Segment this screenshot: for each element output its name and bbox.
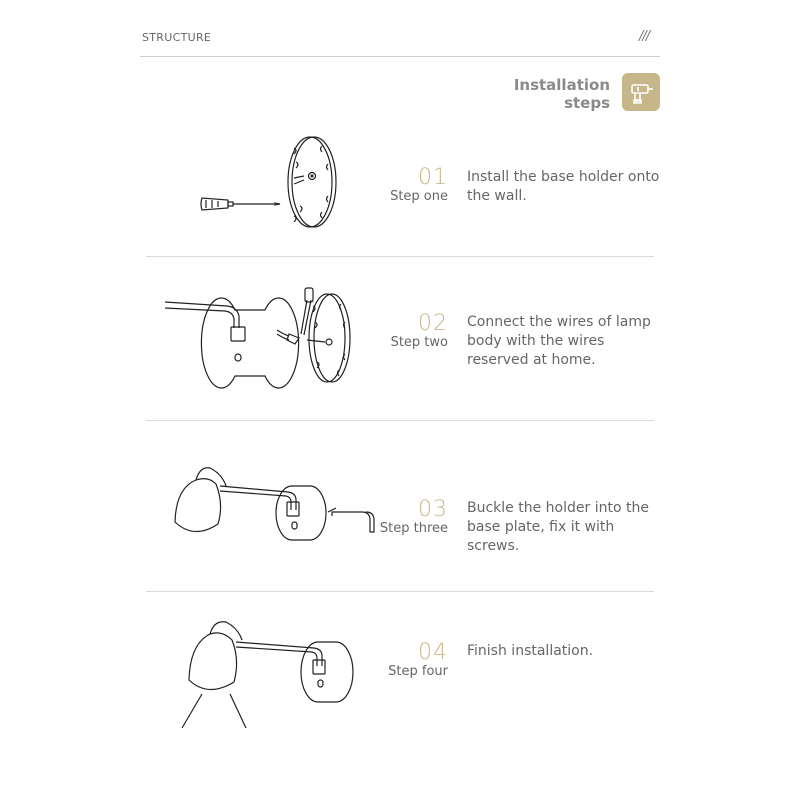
- lamp-arm-icon: [165, 302, 239, 328]
- step-number: 04: [418, 640, 448, 665]
- section-divider: [146, 420, 654, 421]
- base-plate-icon: [288, 137, 336, 227]
- lamp-holder-icon: [276, 486, 326, 540]
- step-2-illustration: [165, 282, 365, 397]
- section-divider: [146, 256, 654, 257]
- light-beam-icon: [182, 694, 246, 728]
- step-name: Step one: [390, 189, 448, 204]
- step-description: Connect the wires of lamp body with the wires reserved at home.: [467, 314, 651, 368]
- section-divider: [146, 591, 654, 592]
- lamp-shade-icon: [175, 468, 226, 532]
- step-name: Step four: [388, 664, 448, 679]
- step-1-illustration: [190, 128, 350, 238]
- step-description: Finish installation.: [467, 643, 594, 659]
- step-number: 02: [418, 311, 448, 336]
- screwdriver-icon: [201, 198, 280, 210]
- step-number: 01: [418, 165, 448, 190]
- header-divider: [140, 56, 660, 57]
- lamp-holder-icon: [201, 298, 298, 388]
- step-name: Step two: [390, 335, 448, 350]
- lamp-shade-icon: [189, 622, 242, 690]
- page-title-line-1: Installation: [513, 76, 610, 94]
- step-description: Install the base holder onto the wall.: [467, 169, 660, 204]
- section-label: STRUCTURE: [142, 31, 212, 44]
- step-name: Step three: [379, 521, 448, 536]
- drill-icon: [622, 73, 660, 111]
- decorative-slashes: ///: [639, 29, 650, 44]
- step-number: 03: [418, 497, 448, 522]
- page-title-line-2: steps: [564, 94, 610, 112]
- step-description: Buckle the holder into the base plate, fix it with screws.: [467, 500, 649, 554]
